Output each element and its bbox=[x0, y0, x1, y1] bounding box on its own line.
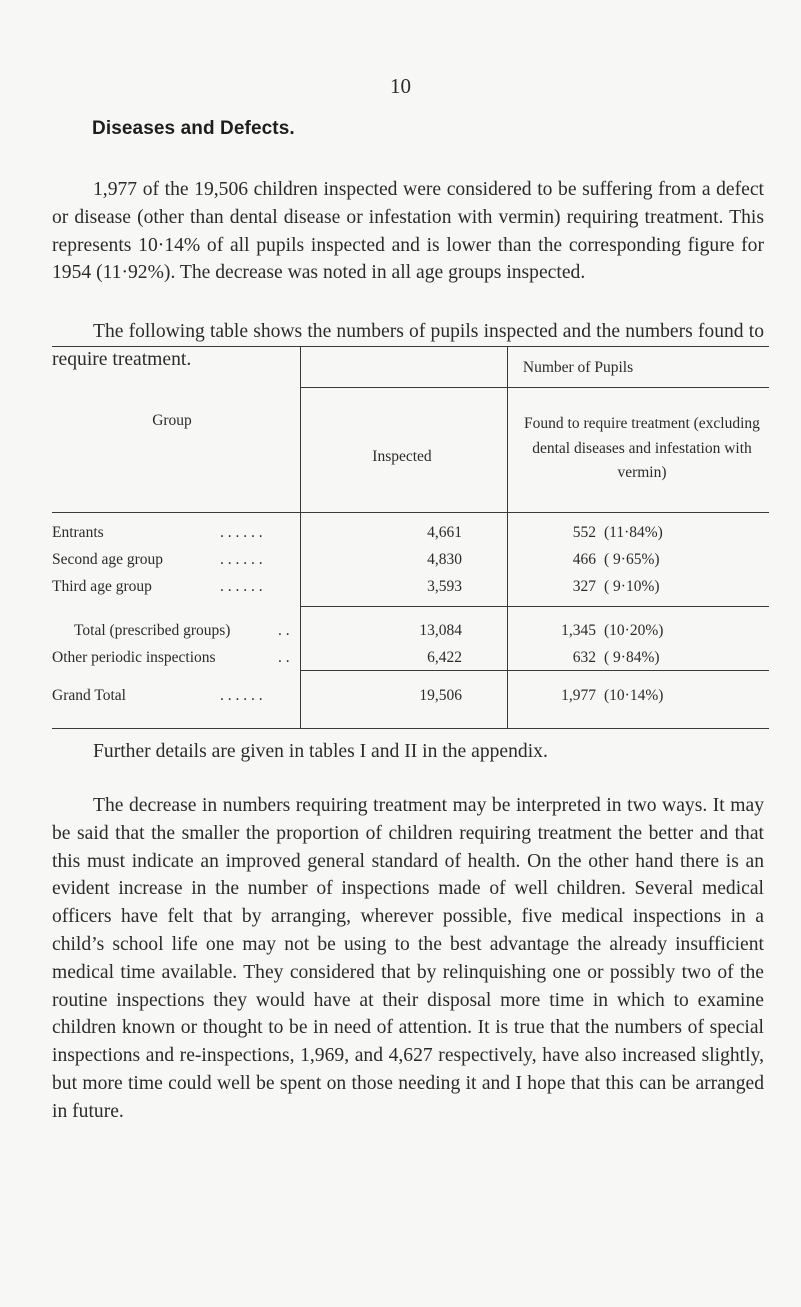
row-inspected: 4,830 bbox=[427, 551, 462, 568]
row-found: 632 bbox=[572, 649, 596, 666]
pupils-table bbox=[52, 359, 769, 750]
row-found: 327 bbox=[572, 578, 596, 595]
row-inspected: 19,506 bbox=[419, 687, 462, 704]
page-number: 10 bbox=[390, 74, 411, 98]
table-section-rule-2 bbox=[300, 670, 769, 671]
row-found: 552 bbox=[572, 524, 596, 541]
leader-dots: . . . . . . bbox=[220, 578, 263, 595]
table-row bbox=[52, 686, 302, 706]
leader-dots: . . . . . . bbox=[220, 551, 263, 568]
table-section-rule-1 bbox=[300, 606, 769, 607]
row-percent: (11·84%) bbox=[604, 524, 663, 541]
row-percent: ( 9·84%) bbox=[604, 649, 660, 666]
leader-dots: . . bbox=[278, 649, 290, 666]
table-top-rule bbox=[52, 346, 769, 347]
row-inspected: 6,422 bbox=[427, 649, 462, 666]
leader-dots: . . . . . . bbox=[220, 687, 263, 704]
paragraph-discussion: The decrease in numbers requiring treatment may be interpreted in two ways. It may be said that the smaller the proportion of children requiring treatment the better and that this must indicate an improved general standard of health. On the other hand there is an evident increase in the number of inspections made of well children. Several medical officers have felt that by arranging, wherever possible, five medical inspections in a child’s school life one may not be using to the best advantage the already insufficient medical time available. They considered that by relinquishing one or possibly two of the routine inspections they would have at their disposal more time in which to examine children known or thought to be in need of attention. It is true that the numbers of special inspections and re-inspections, 1,969, and 4,627 respectively, have also increased slightly, but more time could well be spent on those needing it and I hope that this can be arranged in future. bbox=[52, 795, 764, 1122]
row-group-label: Grand Total bbox=[52, 687, 126, 704]
header-group: Group bbox=[152, 412, 192, 429]
row-inspected: 3,593 bbox=[427, 578, 462, 595]
table-row bbox=[52, 523, 302, 543]
leader-dots: . . . . . . bbox=[220, 524, 263, 541]
row-found: 1,977 bbox=[561, 687, 596, 704]
row-percent: (10·14%) bbox=[604, 687, 664, 704]
row-percent: (10·20%) bbox=[604, 622, 664, 639]
header-found: Found to require treatment (excluding dental diseases and infestation with vermin) bbox=[524, 415, 760, 481]
row-group-label: Other periodic inspections bbox=[52, 649, 216, 666]
row-percent: ( 9·10%) bbox=[604, 578, 660, 595]
table-header-rule bbox=[52, 512, 769, 513]
row-inspected: 13,084 bbox=[419, 622, 462, 639]
table-row bbox=[52, 550, 302, 570]
row-group-label: Entrants bbox=[52, 524, 104, 541]
table-row bbox=[52, 648, 302, 668]
header-number-of-pupils: Number of Pupils bbox=[522, 359, 634, 376]
row-group-label: Third age group bbox=[52, 578, 152, 595]
table-row bbox=[52, 577, 302, 597]
paragraph-appendix-note: Further details are given in tables I and II in the appendix. bbox=[93, 741, 548, 762]
paragraph-table-intro: The following table shows the numbers of pupils inspected and the numbers found to require treatment. bbox=[52, 321, 764, 370]
row-percent: ( 9·65%) bbox=[604, 551, 660, 568]
table-subheader-rule bbox=[300, 387, 769, 388]
header-inspected: Inspected bbox=[372, 448, 432, 465]
row-group-label: Total (prescribed groups) bbox=[74, 622, 231, 639]
row-inspected: 4,661 bbox=[427, 524, 462, 541]
table-row bbox=[52, 621, 302, 641]
paragraph-summary: 1,977 of the 19,506 children inspected were considered to be suffering from a defect or disease (other than dental disease or infestation with vermin) requiring treatment. This represents 10·14% of all pupils inspected and is lower than the corresponding figure for 1954 (11·92%). The decrease was noted in all age groups inspected. bbox=[52, 179, 764, 284]
table-bottom-rule bbox=[52, 728, 769, 729]
section-heading: Diseases and Defects. bbox=[92, 118, 295, 139]
row-group-label: Second age group bbox=[52, 551, 164, 568]
row-found: 466 bbox=[572, 551, 596, 568]
row-found: 1,345 bbox=[561, 622, 596, 639]
leader-dots: . . bbox=[278, 622, 290, 639]
